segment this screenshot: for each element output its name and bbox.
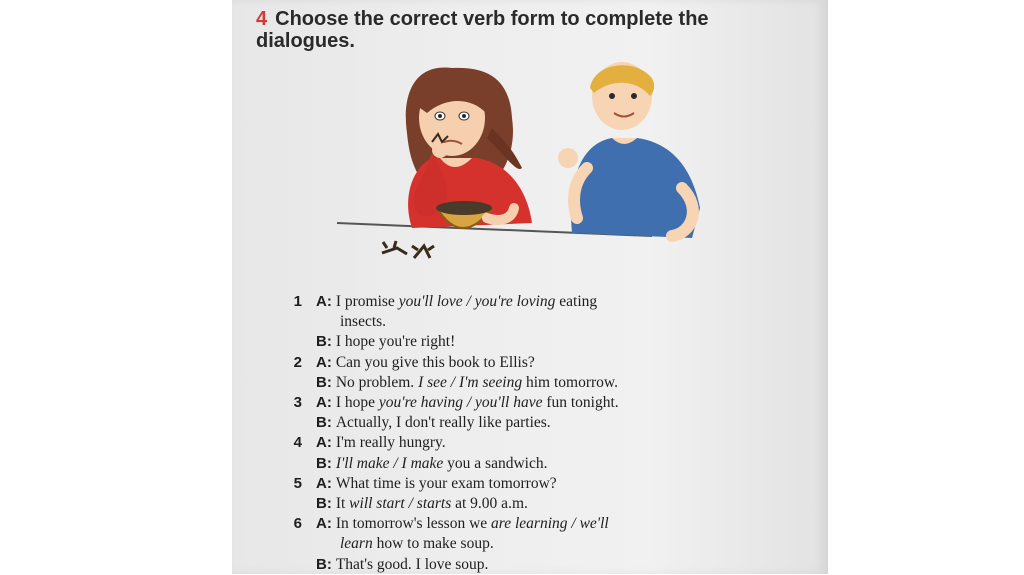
line-text: Can you give this book to Ellis? [335, 353, 535, 371]
line-continuation: insects. [340, 313, 387, 331]
verb-options[interactable]: you're having / you'll have [378, 394, 543, 412]
speaker-b: B: [316, 414, 332, 432]
line-text: him tomorrow. [522, 373, 618, 391]
boy-figure [558, 62, 700, 238]
line-text: No problem. [335, 373, 419, 391]
line-text: I hope [335, 394, 379, 412]
girl-figure [406, 68, 532, 228]
line-text: That's good. I love soup. [335, 555, 489, 573]
line-text: I hope you're right! [335, 333, 456, 351]
item-number: 6 [293, 515, 302, 533]
line-text: Actually, I don't really like parties. [335, 414, 551, 432]
item-number: 2 [293, 353, 302, 371]
speaker-b: B: [316, 454, 332, 472]
speaker-a: A: [316, 293, 332, 310]
item-number: 5 [293, 474, 302, 492]
illustration-couple-eating-insects [332, 58, 752, 288]
speaker-b: B: [316, 555, 332, 573]
line-text: It [335, 495, 350, 513]
verb-options[interactable]: I'll make / I make [335, 454, 444, 472]
exercise-title: Choose the correct verb form to complete the dialogues. [256, 8, 709, 52]
verb-options[interactable]: you'll love / you're loving [398, 293, 556, 310]
item-number: 1 [293, 293, 302, 310]
exercise-number: 4 [256, 8, 268, 30]
line-continuation: how to make soup. [372, 535, 494, 553]
dialogue-item [282, 393, 802, 433]
verb-options[interactable]: are learning / we'll [491, 515, 609, 533]
dialogue-item [282, 433, 802, 473]
line-text: eating [555, 293, 598, 310]
textbook-page [232, 0, 828, 574]
exercise-heading [256, 8, 776, 52]
speaker-b: B: [316, 373, 332, 391]
verb-options-cont[interactable]: learn [340, 535, 373, 553]
speaker-b: B: [316, 333, 332, 351]
dialogue-item [282, 474, 802, 514]
line-text: fun tonight. [542, 394, 619, 412]
line-text: What time is your exam tomorrow? [335, 474, 557, 492]
dialogue-item [282, 514, 802, 575]
dialogue-item [282, 292, 802, 353]
dialogue-list [282, 292, 802, 575]
item-number: 4 [293, 434, 302, 452]
line-text: In tomorrow's lesson we [335, 515, 492, 533]
verb-options[interactable]: I see / I'm seeing [418, 373, 523, 391]
line-text: I'm really hungry. [335, 434, 446, 452]
item-number: 3 [293, 394, 302, 412]
speaker-a: A: [316, 434, 332, 452]
speaker-a: A: [316, 394, 332, 412]
line-text: at 9.00 a.m. [451, 495, 528, 513]
verb-options[interactable]: will start / starts [349, 495, 452, 513]
speaker-a: A: [316, 515, 332, 533]
speaker-a: A: [316, 353, 332, 371]
line-text: you a sandwich. [443, 454, 548, 472]
dialogue-item [282, 353, 802, 393]
line-text: I promise [335, 293, 399, 310]
speaker-a: A: [316, 474, 332, 492]
speaker-b: B: [316, 495, 332, 513]
